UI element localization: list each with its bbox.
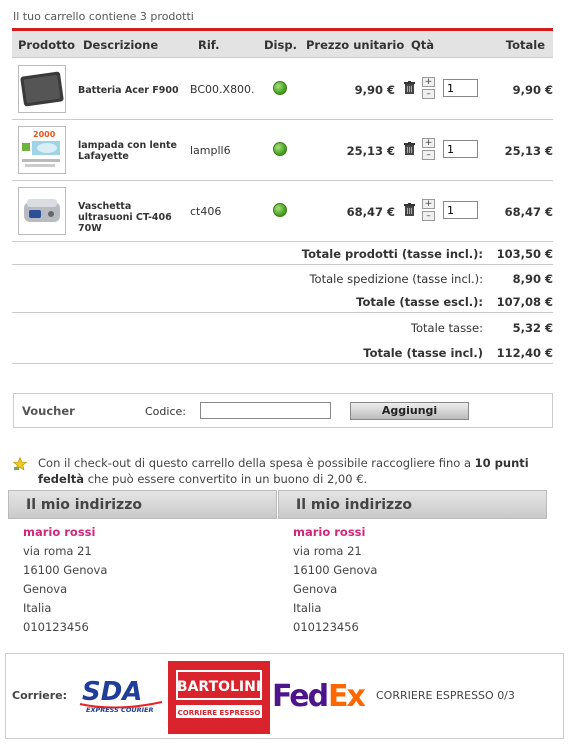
cart-summary: Il tuo carrello contiene 3 prodotti <box>13 10 194 23</box>
address-street: via roma 21 <box>293 544 362 558</box>
loyalty-suffix: che può essere convertito in un buono di 2,00 €. <box>87 472 368 486</box>
quantity-input[interactable] <box>443 201 478 219</box>
invoice-address <box>278 490 547 637</box>
address-street: via roma 21 <box>23 544 92 558</box>
minus-icon[interactable]: – <box>422 150 435 160</box>
quantity-input[interactable] <box>443 79 478 97</box>
item-description[interactable]: Vaschetta ultrasuoni CT-406 70W <box>78 201 172 234</box>
total-tax-value: 5,32 € <box>512 321 553 335</box>
quantity-stepper <box>422 199 436 223</box>
total-products-value: 103,50 € <box>496 247 553 261</box>
loyalty-prefix: Con il check-out di questo carrello della spesa è possibile raccogliere fino a <box>38 456 472 470</box>
trash-icon[interactable] <box>404 142 415 155</box>
availability-dot <box>273 142 287 156</box>
column-description: Descrizione <box>83 38 159 52</box>
minus-icon[interactable]: – <box>422 89 435 99</box>
total-products-label: Totale prodotti (tasse incl.): <box>301 247 483 261</box>
plus-icon[interactable]: + <box>422 77 435 87</box>
grand-total-line <box>12 340 553 364</box>
total-tax-line <box>12 315 553 339</box>
loyalty-text <box>13 455 553 487</box>
column-product: Prodotto <box>18 38 76 52</box>
grand-total-value: 112,40 € <box>496 346 553 360</box>
total-products-line <box>12 241 553 265</box>
quantity-input[interactable] <box>443 140 478 158</box>
cart-row <box>12 181 553 242</box>
address-title: Il mio indirizzo <box>278 490 547 519</box>
voucher-code-input[interactable] <box>200 402 331 419</box>
sda-subtitle: EXPRESS COURIER <box>86 706 154 714</box>
lamp-image[interactable] <box>18 126 66 174</box>
item-description[interactable]: Batteria Acer F900 <box>78 85 179 96</box>
fedex-ex: Ex <box>328 679 364 714</box>
fedex-logo[interactable] <box>270 676 370 716</box>
bartolini-name: BARTOLINI <box>176 679 262 695</box>
item-ref: BC00.X800. <box>190 83 255 96</box>
star-icon <box>13 457 27 471</box>
voucher-box <box>13 393 553 428</box>
bartolini-logo[interactable] <box>168 661 270 734</box>
item-price: 68,47 € <box>346 205 395 219</box>
column-availability: Disp. <box>264 38 297 52</box>
sda-logo[interactable] <box>76 676 166 714</box>
cart-table-header <box>12 31 553 58</box>
address-region: Genova <box>293 582 338 596</box>
cart-row <box>12 59 553 120</box>
address-name: mario rossi <box>293 525 366 539</box>
address-title: Il mio indirizzo <box>8 490 277 519</box>
address-city: 16100 Genova <box>293 563 378 577</box>
courier-option-text[interactable]: CORRIERE ESPRESSO 0/3 <box>376 689 515 702</box>
add-voucher-button[interactable]: Aggiungi <box>350 402 469 420</box>
address-name: mario rossi <box>23 525 96 539</box>
courier-label: Corriere: <box>12 689 67 702</box>
minus-icon[interactable]: – <box>422 211 435 221</box>
loyalty-points: 10 punti fedeltà <box>38 456 529 486</box>
address-phone: 010123456 <box>293 620 359 634</box>
voucher-code-label: Codice: <box>145 405 186 418</box>
thumb-text: 2000 <box>33 130 56 139</box>
total-shipping-value: 8,90 € <box>512 272 553 286</box>
column-unit-price: Prezzo unitario <box>306 38 405 52</box>
total-excl-tax-value: 107,08 € <box>496 295 553 309</box>
cart-row <box>12 120 553 181</box>
plus-icon[interactable]: + <box>422 199 435 209</box>
item-price: 9,90 € <box>354 83 395 97</box>
item-description[interactable]: lampada con lente Lafayette <box>78 140 177 162</box>
ultrasonic-cleaner-image[interactable] <box>18 187 66 235</box>
battery-image[interactable] <box>18 65 66 113</box>
item-ref: ct406 <box>190 205 222 218</box>
column-total: Totale <box>505 38 545 52</box>
column-ref: Rif. <box>198 38 220 52</box>
bartolini-subtitle: CORRIERE ESPRESSO <box>177 709 261 717</box>
total-shipping-label: Totale spedizione (tasse incl.): <box>309 272 483 286</box>
quantity-stepper <box>422 138 436 162</box>
plus-icon[interactable]: + <box>422 138 435 148</box>
total-shipping-line <box>12 266 553 290</box>
availability-dot <box>273 203 287 217</box>
total-tax-label: Totale tasse: <box>410 321 483 335</box>
column-qty: Qtà <box>411 38 435 52</box>
total-excl-tax-label: Totale (tasse escl.): <box>356 295 483 309</box>
courier-selection <box>5 653 564 739</box>
loyalty-notice <box>13 455 553 487</box>
item-total: 9,90 € <box>512 83 553 97</box>
quantity-stepper <box>422 77 436 101</box>
item-ref: lampll6 <box>190 144 231 157</box>
grand-total-label: Totale (tasse incl.) <box>363 346 483 360</box>
sda-name: SDA <box>82 677 143 707</box>
item-total: 25,13 € <box>504 144 553 158</box>
address-country: Italia <box>293 601 322 615</box>
address-region: Genova <box>23 582 68 596</box>
voucher-title: Voucher <box>22 404 75 418</box>
fedex-fed: Fed <box>272 679 328 714</box>
delivery-address <box>8 490 277 637</box>
total-excl-tax-line <box>12 289 553 313</box>
availability-dot <box>273 81 287 95</box>
trash-icon[interactable] <box>404 81 415 94</box>
address-city: 16100 Genova <box>23 563 108 577</box>
item-total: 68,47 € <box>504 205 553 219</box>
address-country: Italia <box>23 601 52 615</box>
item-price: 25,13 € <box>346 144 395 158</box>
address-phone: 010123456 <box>23 620 89 634</box>
trash-icon[interactable] <box>404 203 415 216</box>
